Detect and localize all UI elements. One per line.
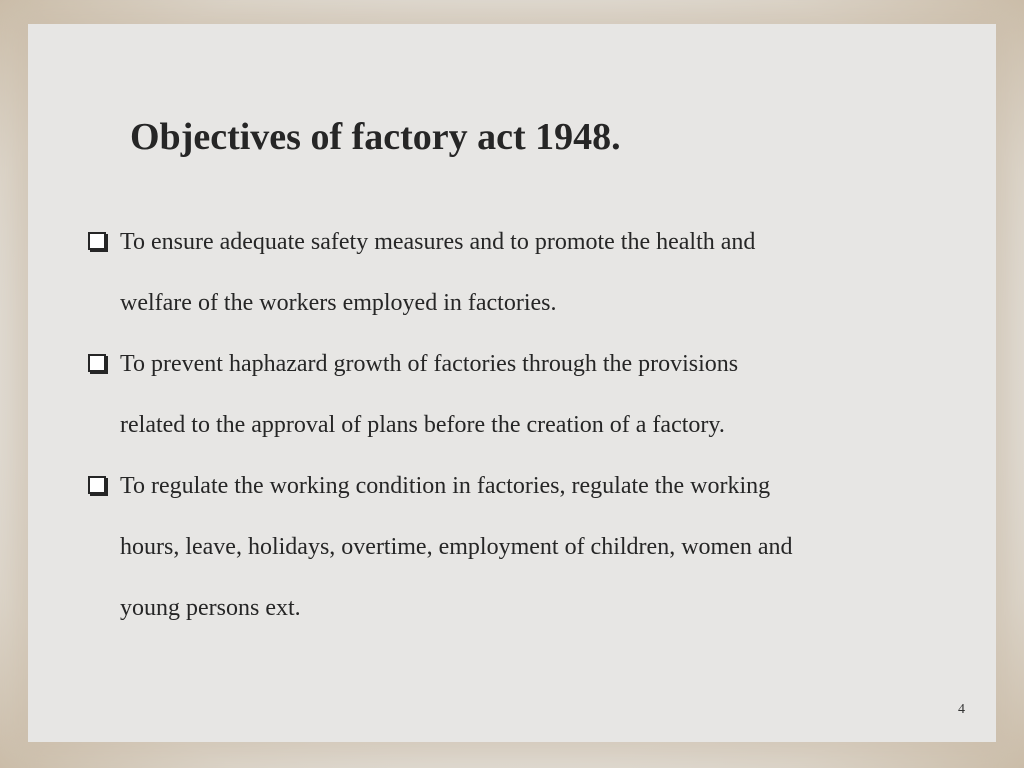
checkbox-square-icon [88,476,106,494]
bullet-line: To prevent haphazard growth of factories through the provisions [120,351,739,377]
checkbox-square-icon [88,354,106,372]
bullet-line: young persons ext. [120,595,301,621]
bullet-item-3 [86,456,966,639]
bullet-line: hours, leave, holidays, overtime, employment of children, women and [120,534,793,560]
bullet-line: To regulate the working condition in factories, regulate the working [120,473,771,499]
bullet-item-2 [86,334,966,456]
checkbox-square-icon [88,232,106,250]
bullet-line: welfare of the workers employed in factories. [120,290,557,316]
slide-title: Objectives of factory act 1948. [130,116,621,158]
bullet-list [86,212,966,639]
bullet-line: To ensure adequate safety measures and to promote the health and [120,229,756,255]
bullet-line: related to the approval of plans before the creation of a factory. [120,412,725,438]
bullet-item-1 [86,212,966,334]
slide-number: 4 [958,702,965,717]
